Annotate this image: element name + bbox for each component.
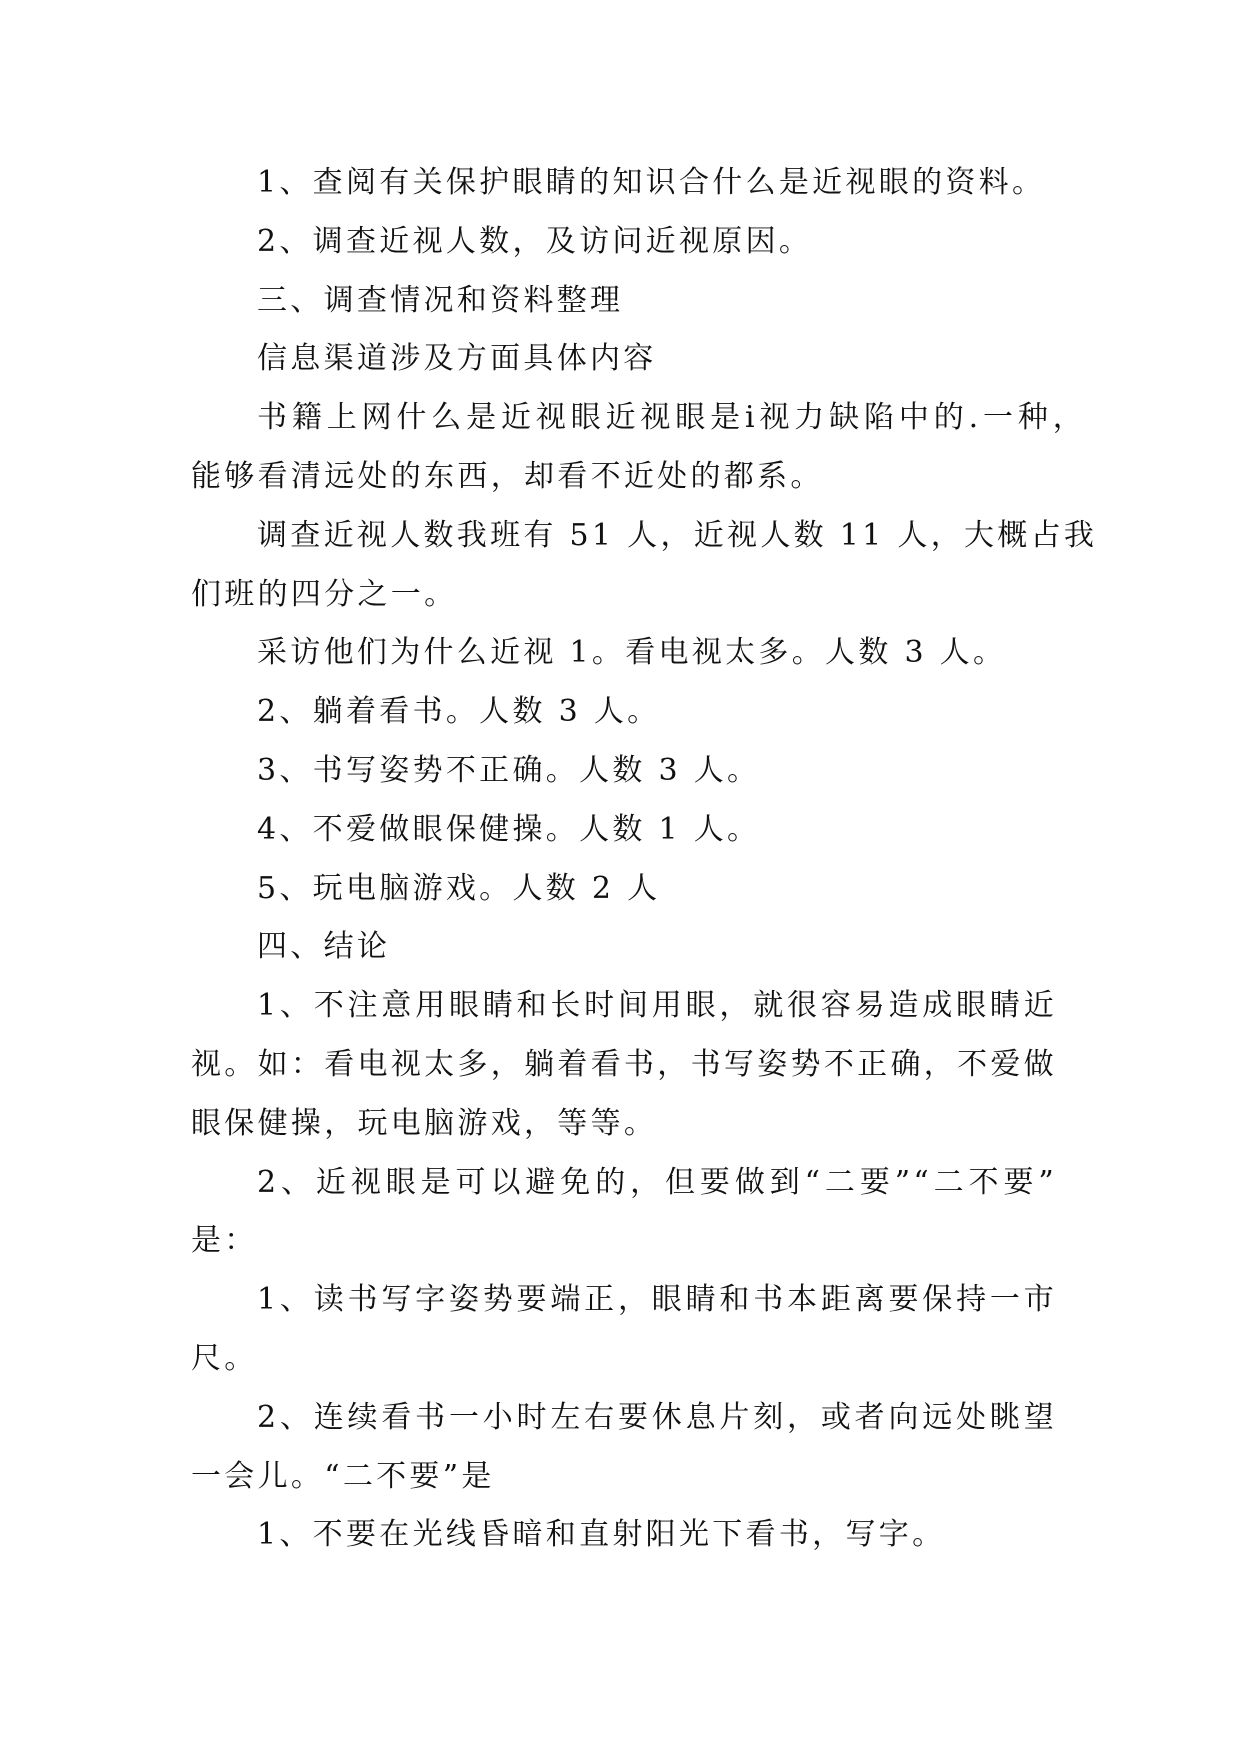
text-line: 1、读书写字姿势要端正，眼睛和书本距离要保持一市 xyxy=(257,1282,1057,1318)
text-line: 3、书写姿势不正确。人数 3 人。 xyxy=(257,752,761,788)
paragraph xyxy=(191,860,1057,919)
text-line: 4、不爱做眼保健操。人数 1 人。 xyxy=(257,811,761,847)
paragraph xyxy=(191,330,1057,389)
paragraph xyxy=(191,801,1057,860)
paragraph xyxy=(191,1506,1057,1565)
text-line: 1、不注意用眼睛和长时间用眼，就很容易造成眼睛近 xyxy=(257,988,1057,1024)
text-line: 1、不要在光线昏暗和直射阳光下看书，写字。 xyxy=(257,1517,946,1553)
paragraph xyxy=(191,624,1057,683)
paragraph xyxy=(191,507,1098,625)
text-line: 2、连续看书一小时左右要休息片刻，或者向远处眺望 xyxy=(257,1399,1057,1435)
text-line: 1、查阅有关保护眼睛的知识合什么是近视眼的资料。 xyxy=(257,165,1046,200)
text-line: 采访他们为什么近视 1。看电视太多。人数 3 人。 xyxy=(257,635,1007,671)
text-line: 是： xyxy=(191,1223,258,1259)
text-line: 四、结论 xyxy=(257,929,391,965)
text-line: 一会儿。“二不要”是 xyxy=(191,1458,495,1494)
paragraph xyxy=(191,683,1057,742)
paragraph xyxy=(191,1389,1057,1507)
section-heading xyxy=(191,272,1057,331)
text-line: 三、调查情况和资料整理 xyxy=(257,282,624,318)
paragraph xyxy=(191,742,1057,801)
paragraph xyxy=(191,154,1057,213)
paragraph xyxy=(191,1154,1057,1272)
paragraph xyxy=(191,389,1086,507)
text-line: 5、玩电脑游戏。人数 2 人 xyxy=(257,870,661,906)
text-line: 书籍上网什么是近视眼近视眼是i视力缺陷中的.一种， xyxy=(257,400,1086,436)
text-line: 2、调查近视人数，及访问近视原因。 xyxy=(257,223,813,259)
text-line: 信息渠道涉及方面具体内容 xyxy=(257,341,657,377)
text-line: 2、近视眼是可以避免的，但要做到“二要”“二不要” xyxy=(257,1164,1057,1200)
text-line: 调查近视人数我班有 51 人，近视人数 11 人，大概占我 xyxy=(257,517,1098,553)
paragraph xyxy=(191,213,1057,272)
text-line: 能够看清远处的东西，却看不近处的都系。 xyxy=(191,458,824,494)
text-line: 眼保健操，玩电脑游戏，等等。 xyxy=(191,1105,658,1141)
text-line: 尺。 xyxy=(191,1340,258,1376)
paragraph xyxy=(191,977,1057,1153)
document-body xyxy=(191,154,1098,1565)
section-heading xyxy=(191,918,1057,977)
text-line: 视。如：看电视太多，躺着看书，书写姿势不正确，不爱做 xyxy=(191,1046,1057,1082)
paragraph xyxy=(191,1271,1057,1389)
text-line: 们班的四分之一。 xyxy=(191,576,458,612)
text-line: 2、躺着看书。人数 3 人。 xyxy=(257,694,661,730)
